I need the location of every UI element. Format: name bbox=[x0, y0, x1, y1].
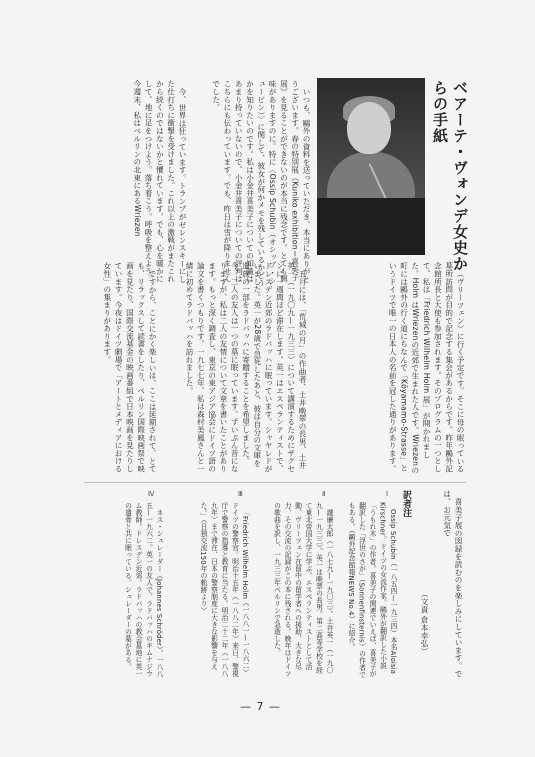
note-4: ネス・シュレーダー（Johannes Schröder）。一八八五—一九六二。英一の友人で、ラドバッハのギムナジウム教師。ドレスデン近郊。ラドバッハの教会墓地に英一の遺骨と共に眠っている。シュレーダーの墓がある。 bbox=[123, 502, 163, 678]
article-paragraph-3: （ヴリーツェン）に行く予定です。そこに母の眠っている墓所訪問が目的で記念する集会があるからです。昨年鷗外記念館所長と大使も参加されます。そのプログラムの一つとして、私は「Friedrich Wilhelm Holm 展」が開かれました。Holm はWriezenの近郊で生まれた人です。Wriezenの町には鷗外の行く道にちなんで「Kōyamamo-Strasse」というドイツで唯一の日本人の名前を冠した通りがあります。 bbox=[388, 262, 465, 474]
article-closing: 喜美子展の図録を読むのを楽しみにしています。では、お元気で bbox=[442, 490, 463, 677]
author-photo bbox=[317, 78, 425, 255]
article-title: ベアーテ・ヴォンデ女史からの手紙 bbox=[431, 80, 469, 272]
note-3: 「Friedrich Wilhelm Holm（一八八一—一八六二）ドイツの警察官。明治十五年（一八八二年）来日、警視庁で警察の指導と教育に当たる。明治二十二年（一八八九年）まで滞在、日本の警察制度に大きな影響を与えた。」（日独交流150年の軌跡より） bbox=[199, 502, 249, 677]
note-1: Ossip Schubin（一八五四—一九三四）本名Aloisia Kirschner。ドイツの女流作家。鷗外が翻訳した小説「うもれ木」の作者。喜美子の関連でいえば、喜美子が翻訳した「浮世のさが」（Sonnenfinsternis）の作者でもある。（鷗外記念館報NEWS No.4）に紹介。 bbox=[347, 502, 397, 678]
note-2-number: Ⅱ bbox=[322, 490, 326, 498]
notes-heading: 訳者注 bbox=[401, 490, 411, 517]
note-4-number: Ⅳ bbox=[148, 490, 155, 498]
section-divider bbox=[84, 482, 466, 483]
article-paragraph-2: 今、世界は狂っています。トランプがゼレンスキーにした仕打ちに衝撃を受けました。これ以上の激戦がまたこれから続くのではないかと懼れています。でも、心を暖かにして、地に足をつけよう。落ち着こう。呼吸を整えよう。今週末、私はベルリンの北東にあるWriezen bbox=[132, 80, 187, 283]
article-paragraph-4: 五月には、「荒城の月」の作曲者、土井晩翠の長男、土井英一（一九〇九—一九三三）について講演するためにザクセンに一週間ほど滞在します。英一はエスペランティストで、ドレスデン近郊のラドバッハに眠っています。シャヤレドがいました。英一が28歳で急死したあと、彼は自分の文庫を遺族の一部をラドバッハに寄贈することを希望しました。今、二人の友人は一つの墓に眠っています。ずいぶん昔になりますが、私は二人の友情について文章を書いたことがあります。もっと深く調査し、東京の東アジア協会にドイツ語の論文を書くつもりです。一九七七年、私は森村美鳳さんと一緒に初めてラドバッハを訪れました。 bbox=[185, 262, 307, 473]
article-paragraph-5: ですから、ことにかく楽しいは、ここは延期されて、とても、リラックスして読書をしたり、ベルリン国際映画祭で映画を見たり、国際交流基金の映画番組で日本映画を見たりしています。今夜はドイツ劇場で「アートとメディアにおける女性」の集まりがあります。 bbox=[102, 262, 157, 473]
signoff: （文責 倉本幸弘） bbox=[420, 590, 429, 656]
note-2: 瀧廉太郎（一八七九—一九〇三）。土井英一（一九〇九—一九三三）。英一は晩翠の長男。第二高等学校を経て東北帝国大学に学ぶ。エスペランティストとして活動、ヴリーツェン在留中の留学者への援助、大きな尽力、その交流の記録がこの本に残される。晩年はドイツの歌曲を訳し、一九三三年ベルリンで急逝した。 bbox=[272, 502, 333, 677]
note-3-number: Ⅲ bbox=[238, 490, 243, 498]
note-1-number: Ⅰ bbox=[386, 490, 389, 498]
page-number: — 7 — bbox=[240, 700, 281, 713]
article-paragraph-1: いつも、鷗外の資料を送っていただき、本当にありがとうございます。春の特別展《Kuniko exhibition＝喜美子展》を見ることができないのが本当に残念です。とても興味がありますのに。特に〈Ossip Schubin（オシップ・シュービン）〉に関して、彼女が何かメモを残しているかどうかを知りたいのです。私は小金井喜美子についての知識はあまり持っていないので、小金井喜美子についての評判はこちらにも伝わっています。でも、昨日は雪が降りませんでした。 bbox=[211, 80, 311, 287]
